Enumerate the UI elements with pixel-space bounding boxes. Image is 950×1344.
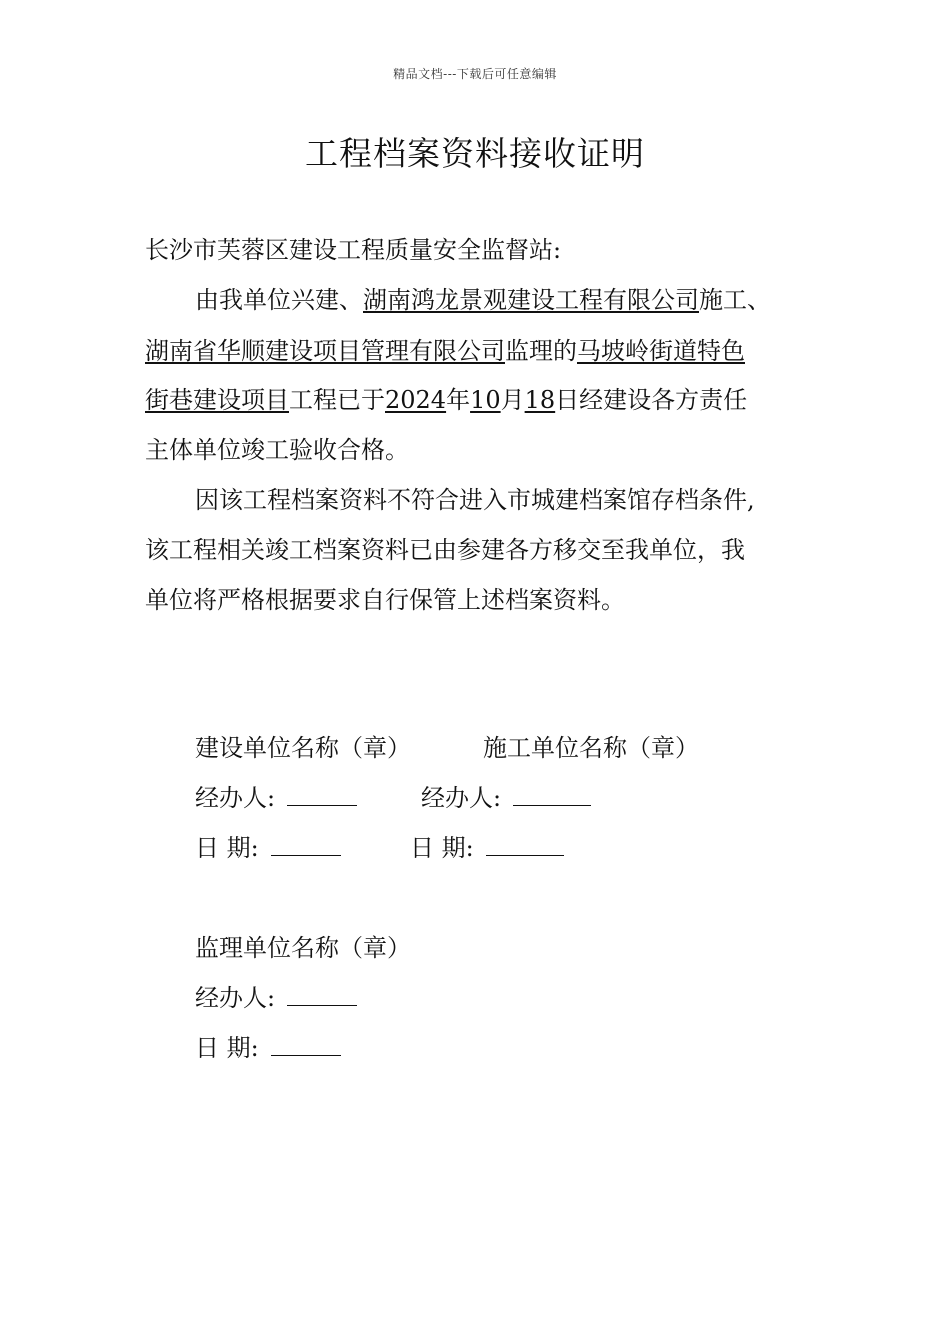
supervisor-handler — [195, 982, 357, 1014]
project-name-part1: 马坡岭街道特色 — [577, 337, 745, 365]
para1-text: 日经建设各方责任 — [555, 386, 748, 414]
contractor-unit-label: 施工单位名称（章） — [483, 734, 699, 762]
supervisor-unit-label: 监理单位名称（章） — [195, 934, 411, 962]
date-label: 日 期: — [195, 1034, 259, 1062]
header-note: 精品文档---下载后可任意编辑 — [393, 67, 557, 81]
document-title: 工程档案资料接收证明 — [305, 134, 645, 173]
para1-line4: 主体单位竣工验收合格。 — [145, 436, 409, 464]
supervisor-name: 湖南省华顺建设项目管理有限公司 — [145, 337, 505, 365]
date-blank[interactable] — [271, 833, 341, 856]
construction-unit-label: 建设单位名称（章） — [195, 734, 411, 762]
para1-text: 月 — [500, 386, 525, 414]
project-name-part2: 街巷建设项目 — [145, 386, 289, 414]
contractor-handler — [421, 782, 591, 814]
contractor-date — [410, 832, 564, 864]
handler-signature-blank[interactable] — [287, 783, 357, 806]
date-label: 日 期: — [410, 834, 474, 862]
year-value: 2024 — [385, 386, 447, 414]
handler-signature-blank[interactable] — [513, 783, 591, 806]
para1-text: 年 — [446, 386, 471, 414]
para1-text: 由我单位兴建、 — [195, 286, 363, 314]
date-blank[interactable] — [271, 1033, 341, 1056]
para2-line2: 该工程相关竣工档案资料已由参建各方移交至我单位，我 — [145, 536, 745, 564]
para2-line3: 单位将严格根据要求自行保管上述档案资料。 — [145, 586, 625, 614]
handler-signature-blank[interactable] — [287, 983, 357, 1006]
para1-line1 — [195, 284, 771, 316]
addressee: 长沙市芙蓉区建设工程质量安全监督站: — [145, 236, 562, 264]
para1-text: 施工、 — [699, 286, 771, 314]
day-value: 18 — [524, 386, 556, 414]
supervisor-date — [195, 1032, 341, 1064]
month-value: 10 — [470, 386, 501, 414]
date-blank[interactable] — [486, 833, 564, 856]
construction-date — [195, 832, 341, 864]
para1-line3 — [145, 384, 747, 416]
para1-text: 工程已于 — [289, 386, 385, 414]
date-label: 日 期: — [195, 834, 259, 862]
para2-line1: 因该工程档案资料不符合进入市城建档案馆存档条件, — [195, 486, 755, 514]
handler-label: 经办人: — [195, 984, 276, 1012]
construction-handler — [195, 782, 357, 814]
para1-text: 监理的 — [505, 337, 577, 365]
handler-label: 经办人: — [421, 784, 502, 812]
contractor-name: 湖南鸿龙景观建设工程有限公司 — [363, 286, 699, 314]
handler-label: 经办人: — [195, 784, 276, 812]
para1-line2 — [145, 335, 745, 367]
